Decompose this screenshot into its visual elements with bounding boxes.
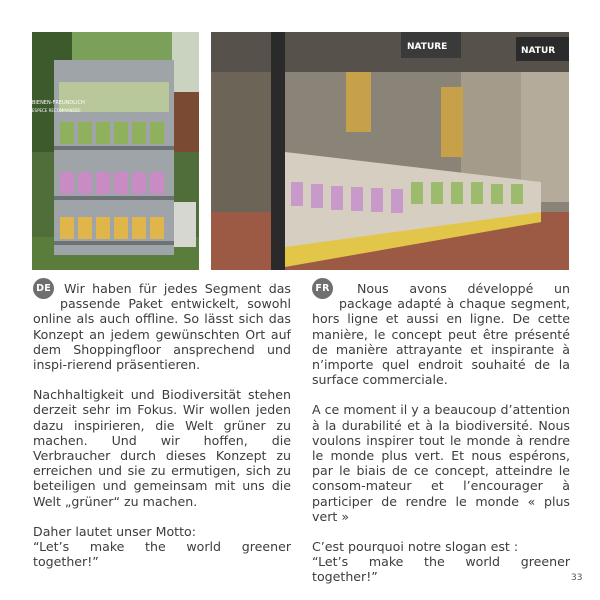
rack-sign-text-secondary: ESPECE RECOMMANDEE: [32, 108, 81, 113]
french-paragraph-intro-text: Nous avons développé un package adapté à chaque segment, hors ligne et aussi en ligne. De cette manière, le concept peut être présenté de manière attrayante et inspirante à n’importe quel endroit souhaité de la surface commerciale.: [312, 281, 570, 388]
store-sign-natur: NATUR: [521, 46, 556, 56]
german-motto: “Let’s make the world greener together!”: [33, 539, 291, 570]
language-badge-de: DE: [33, 278, 54, 299]
french-text-column: [312, 281, 570, 585]
page-number: 33: [571, 573, 583, 583]
french-paragraph-sustainability: A ce moment il y a beaucoup d’attention à la durabilité et à la biodiversité. Nous voulons inspirer tout le monde à rendre le monde plus vert. Et nous espérons, par le biais de ce concept, atteindre le consom-mateur et l’encourager à participer de rendre le monde « plus vert »: [312, 402, 570, 524]
store-display-image: [211, 32, 569, 270]
french-motto: “Let’s make the world greener together!”: [312, 554, 570, 585]
photo-outdoor-seed-rack: [32, 32, 199, 270]
german-text-column: [33, 281, 291, 569]
german-paragraph-intro-text: Wir haben für jedes Segment das passende Paket entwickelt, sowohl online als auch offline. So lässt sich das Konzept an jedem gewünschten Ort auf dem Shoppingfloor ansprechend und inspi-rierend präsentieren.: [33, 281, 291, 373]
french-paragraph-intro: [312, 281, 570, 387]
rack-sign-text: BIENEN-FREUNDLICH: [32, 100, 85, 106]
outdoor-seed-rack-image: [32, 32, 199, 270]
german-motto-intro: Daher lautet unser Motto:: [33, 523, 196, 539]
store-sign-nature: NATURE: [407, 42, 448, 52]
photo-store-display: [211, 32, 569, 270]
german-paragraph-intro: [33, 281, 291, 372]
german-paragraph-sustainability: Nachhaltigkeit und Biodiversität stehen derzeit sehr im Fokus. Wir wollen jeden dazu inspirieren, die Welt grüner zu machen. Und wir hoffen, die Verbraucher durch dieses Konzept zu erreichen und sie zu ermutigen, sich zu beteiligen und gemeinsam mit uns die Welt „grüner“ zu machen.: [33, 387, 291, 509]
french-motto-intro: C’est pourquoi notre slogan est :: [312, 539, 519, 555]
language-badge-fr: FR: [312, 278, 333, 299]
